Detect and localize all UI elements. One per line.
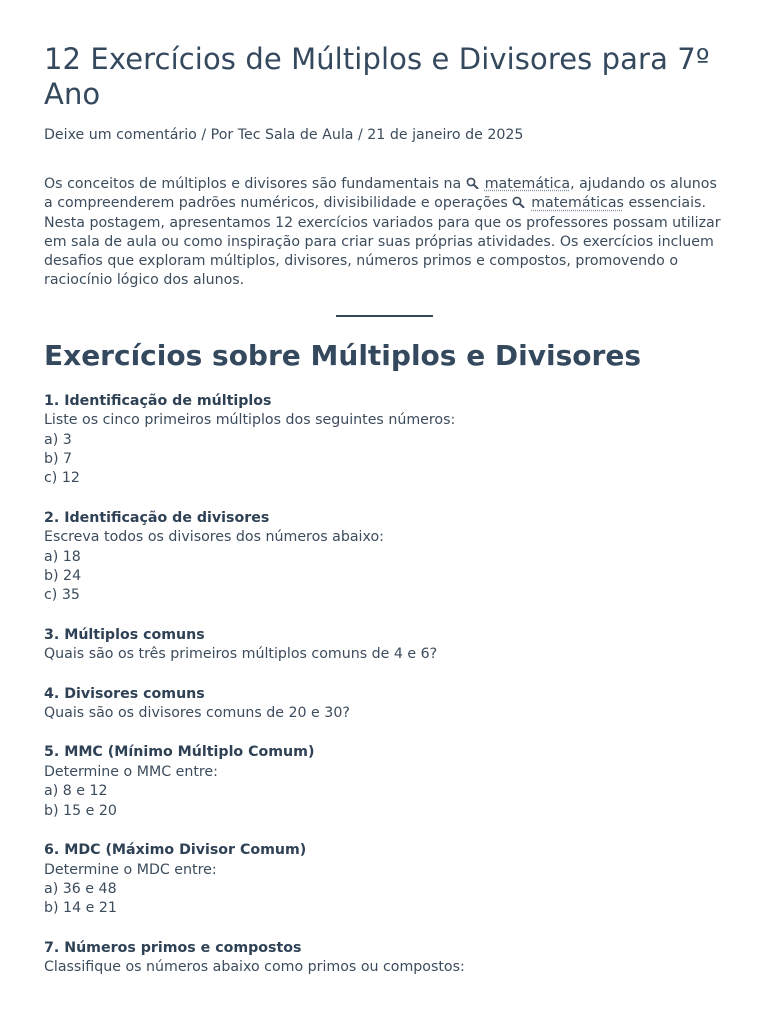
exercise-item bbox=[44, 685, 724, 724]
exercise-heading: 4. Divisores comuns bbox=[44, 685, 205, 702]
exercise-heading: 5. MMC (Mínimo Múltiplo Comum) bbox=[44, 744, 315, 761]
meta-separator: / bbox=[196, 127, 211, 143]
exercise-prompt: Liste os cinco primeiros múltiplos dos seguintes números: bbox=[44, 412, 456, 429]
exercise-prompt: Quais são os três primeiros múltiplos comuns de 4 e 6? bbox=[44, 646, 438, 663]
meta-separator: / bbox=[353, 127, 368, 143]
exercise-option: b) 15 e 20 bbox=[44, 802, 117, 819]
exercise-option: b) 24 bbox=[44, 568, 82, 585]
keyword-link-matematicas[interactable]: matemáticas bbox=[531, 195, 624, 212]
author-link[interactable]: Tec Sala de Aula bbox=[237, 127, 354, 143]
magnifier-icon bbox=[512, 195, 526, 207]
exercise-heading: 7. Números primos e compostos bbox=[44, 939, 302, 956]
exercise-option: c) 12 bbox=[44, 470, 80, 487]
section-divider bbox=[336, 315, 433, 317]
exercise-item bbox=[44, 509, 724, 606]
exercise-option: b) 14 e 21 bbox=[44, 900, 117, 917]
intro-text: essenciais. Nesta postagem, apresentamos 12 exercícios variados para que os professores possam utilizar em sala de aula ou como inspiração para criar suas próprias atividades. Os exercícios incluem desafios que exploram múltiplos, divisores, números primos e compostos, promovendo o raciocínio lógico dos alunos. bbox=[44, 195, 721, 289]
meta-by: Por bbox=[210, 127, 238, 143]
exercise-item bbox=[44, 743, 724, 821]
exercise-list bbox=[44, 392, 724, 978]
comment-link[interactable]: Deixe um comentário bbox=[44, 127, 197, 143]
magnifier-icon bbox=[466, 176, 480, 188]
exercise-item bbox=[44, 392, 724, 489]
post-meta bbox=[44, 125, 724, 145]
exercise-heading: 2. Identificação de divisores bbox=[44, 509, 270, 526]
exercise-option: b) 7 bbox=[44, 451, 73, 467]
exercise-option: a) 36 e 48 bbox=[44, 880, 117, 897]
exercise-prompt: Determine o MMC entre: bbox=[44, 763, 218, 780]
exercise-prompt: Escreva todos os divisores dos números abaixo: bbox=[44, 529, 384, 546]
intro-text: Os conceitos de múltiplos e divisores são fundamentais na bbox=[44, 176, 466, 192]
exercise-heading: 1. Identificação de múltiplos bbox=[44, 392, 272, 409]
exercise-option: c) 35 bbox=[44, 587, 80, 604]
section-title: Exercícios sobre Múltiplos e Divisores bbox=[44, 338, 641, 372]
exercise-option: a) 18 bbox=[44, 548, 81, 565]
keyword-link-matematica[interactable]: matemática bbox=[484, 176, 571, 192]
exercise-heading: 6. MDC (Máximo Divisor Comum) bbox=[44, 842, 307, 859]
page-title: 12 Exercícios de Múltiplos e Divisores para 7º Ano bbox=[44, 42, 710, 111]
exercise-item bbox=[44, 841, 724, 919]
exercise-prompt: Quais são os divisores comuns de 20 e 30? bbox=[44, 705, 350, 722]
exercise-item bbox=[44, 626, 724, 665]
exercise-heading: 3. Múltiplos comuns bbox=[44, 626, 205, 643]
intro-text: , ajudando os alunos a compreenderem padrões numéricos, divisibilidade e operações bbox=[44, 176, 717, 212]
exercise-prompt: Determine o MDC entre: bbox=[44, 861, 217, 878]
post-date: 21 de janeiro de 2025 bbox=[367, 127, 524, 143]
exercise-prompt: Classifique os números abaixo como primos ou compostos: bbox=[44, 959, 465, 976]
exercise-option: a) 3 bbox=[44, 431, 72, 448]
exercise-item bbox=[44, 939, 724, 978]
intro-paragraph bbox=[44, 175, 724, 291]
exercise-option: a) 8 e 12 bbox=[44, 783, 108, 800]
